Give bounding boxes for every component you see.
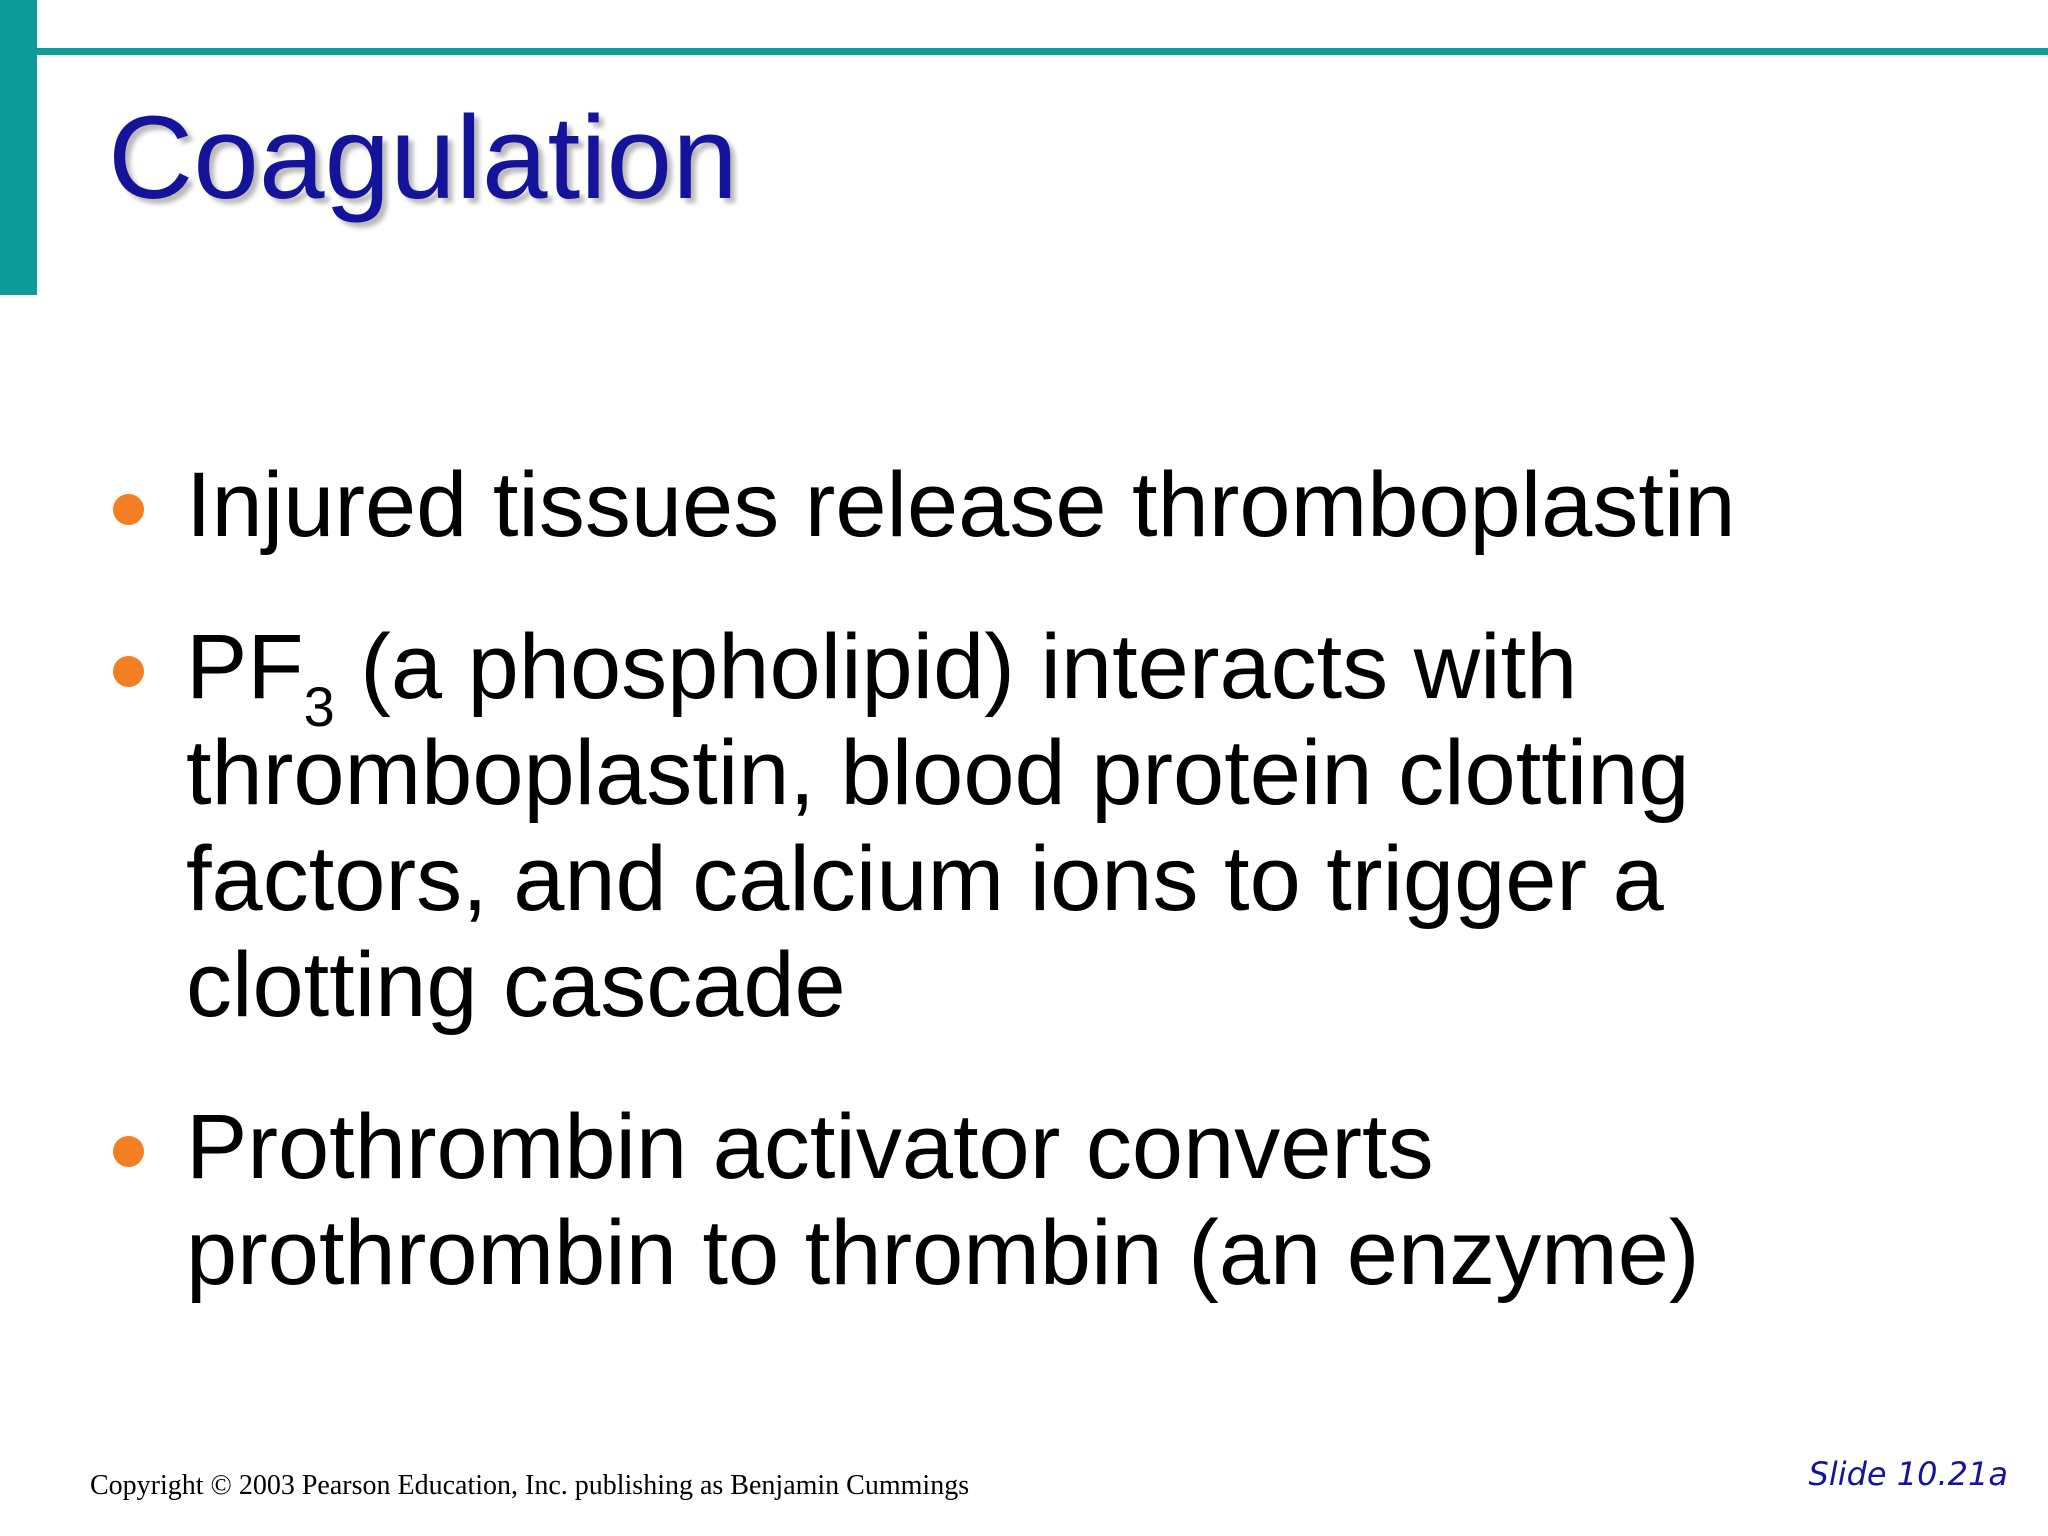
bullet-text-line: factors, and calcium ions to trigger a — [186, 828, 1664, 930]
subscript-text: 3 — [303, 675, 335, 738]
slide-title: Coagulation — [108, 92, 738, 224]
accent-bar-vertical — [0, 0, 37, 295]
bullet-dot-icon — [113, 494, 144, 525]
bullet-item — [108, 452, 2008, 558]
bullet-item — [108, 1094, 2008, 1306]
bullet-list — [108, 452, 2008, 1306]
bullet-item — [108, 614, 2008, 1038]
bullet-dot-icon — [113, 656, 144, 687]
bullet-dot-icon — [113, 1136, 144, 1167]
bullet-text-line: Injured tissues release thromboplastin — [186, 454, 1736, 556]
copyright-notice: Copyright © 2003 Pearson Education, Inc. publishing as Benjamin Cummings — [90, 1470, 970, 1501]
bullet-lead-rest-text: (a phospholipid) interacts with — [334, 616, 1578, 718]
bullet-text-line: clotting cascade — [186, 934, 846, 1036]
bullet-text-line — [186, 614, 2008, 738]
accent-rule — [37, 48, 2048, 55]
slide-number: Slide 10.21a — [1808, 1455, 2008, 1493]
bullet-text-line: thromboplastin, blood protein clotting — [186, 722, 1690, 824]
bullet-text-line: prothrombin to thrombin (an enzyme) — [186, 1202, 1700, 1304]
bullet-text-line: Prothrombin activator converts — [186, 1096, 1434, 1198]
bullet-lead-text: PF — [186, 616, 304, 718]
